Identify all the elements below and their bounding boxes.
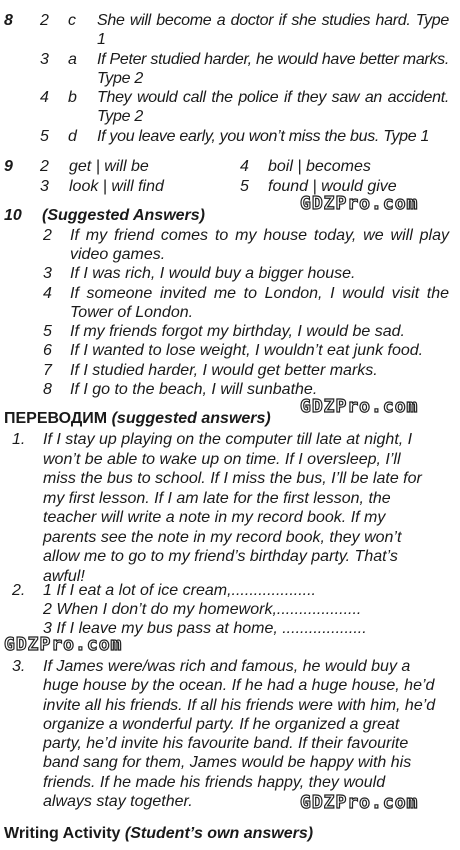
ex8-item-3-text: If Peter studied harder, he would have better marks. Type 2 [97,51,449,87]
ex8-item-2-text: She will become a doctor if she studies hard. Type 1 [97,12,449,48]
watermark: GDZPro.com [300,193,419,214]
ex10-item-3-number: 3 [43,265,52,282]
translate-item-3-text: If James were/was rich and famous, he would buy a huge house by the ocean. If he had a huge house, he’d invite all his friends. If all his friends were with him, he’d organize a wonderful party. If he organized a great party, he’d invite his favourite band. If their favourite band sang for them, James would be happy with his friends. If he made his friends happy, they would always stay together. [43,658,436,811]
exercise-10-title: (Suggested Answers) [42,207,205,224]
ex10-item-4-number: 4 [43,285,52,302]
translate-item-1-text: If I stay up playing on the computer till late at night, I won’t be able to wake up on time. If I oversleep, I’ll miss the bus to school. If I miss the bus, I’ll be late for my first lesson. If I am late for the first lesson, the teacher will write a note in my record book. If my parents see the note in my record book, they won’t allow me to go to my friend’s birthday party. That’s awful! [43,431,422,585]
ex10-item-6-number: 6 [43,342,52,359]
ex8-item-4-text: They would call the police if they saw an accident. Type 2 [97,89,449,125]
ex10-item-3-text: If I was rich, I would buy a bigger house. [70,265,356,282]
exercise-9-number: 9 [4,158,13,175]
ex9-item-3-text: look | will find [69,178,164,195]
ex10-item-8-number: 8 [43,381,52,398]
translate-title: ПЕРЕВОДИМ [4,410,108,427]
ex8-item-2-letter: c [68,12,76,29]
translate-item-3-number: 3. [12,658,26,675]
ex10-item-4-text: If someone invited me to London, I would visit the Tower of London. [70,285,449,321]
ex9-item-2-text: get | will be [69,158,149,175]
translate-item-2-line-2: 2 When I don’t do my homework,................... [43,601,362,618]
ex9-item-5-number: 5 [240,178,249,195]
ex8-item-2-number: 2 [40,12,49,29]
watermark: GDZPro.com [300,792,419,813]
ex9-item-3-number: 3 [40,178,49,195]
translate-item-2-line-1: 1 If I eat a lot of ice cream,................... [43,582,316,599]
translate-item-1-number: 1. [12,431,26,448]
ex8-item-4-letter: b [68,89,77,106]
writing-activity-heading [4,824,313,843]
ex10-item-7-text: If I studied harder, I would get better marks. [70,362,378,379]
ex8-item-3-letter: a [68,51,77,68]
ex9-item-5-text: found | would give [268,178,397,195]
watermark: GDZPro.com [300,396,419,417]
ex10-item-5-text: If my friends forgot my birthday, I would be sad. [70,323,405,340]
exercise-10-number: 10 [4,207,22,224]
ex9-item-2-number: 2 [40,158,49,175]
translate-item-2-line-3: 3 If I leave my bus pass at home, ................... [43,620,367,637]
ex9-item-4-text: boil | becomes [268,158,371,175]
ex10-item-8-text: If I go to the beach, I will sunbathe. [70,381,318,398]
ex8-item-5-letter: d [68,128,77,145]
translate-item-2-number: 2. [12,582,26,599]
ex8-item-5-number: 5 [40,128,49,145]
ex8-item-3-number: 3 [40,51,49,68]
translate-subtitle: (suggested answers) [111,410,271,427]
ex8-item-5-text: If you leave early, you won’t miss the bus. Type 1 [97,128,430,145]
ex10-item-6-text: If I wanted to lose weight, I wouldn’t eat junk food. [70,342,424,359]
writing-title: Writing Activity [4,825,121,842]
ex9-item-4-number: 4 [240,158,249,175]
ex10-item-5-number: 5 [43,323,52,340]
exercise-8-number: 8 [4,12,13,29]
translate-section-heading [4,409,271,428]
watermark: GDZPro.com [4,634,123,655]
writing-subtitle: (Student’s own answers) [124,825,314,842]
ex8-item-4-number: 4 [40,89,49,106]
ex10-item-2-number: 2 [43,227,52,244]
ex10-item-2-text: If my friend comes to my house today, we will play video games. [70,227,449,263]
ex10-item-7-number: 7 [43,362,52,379]
